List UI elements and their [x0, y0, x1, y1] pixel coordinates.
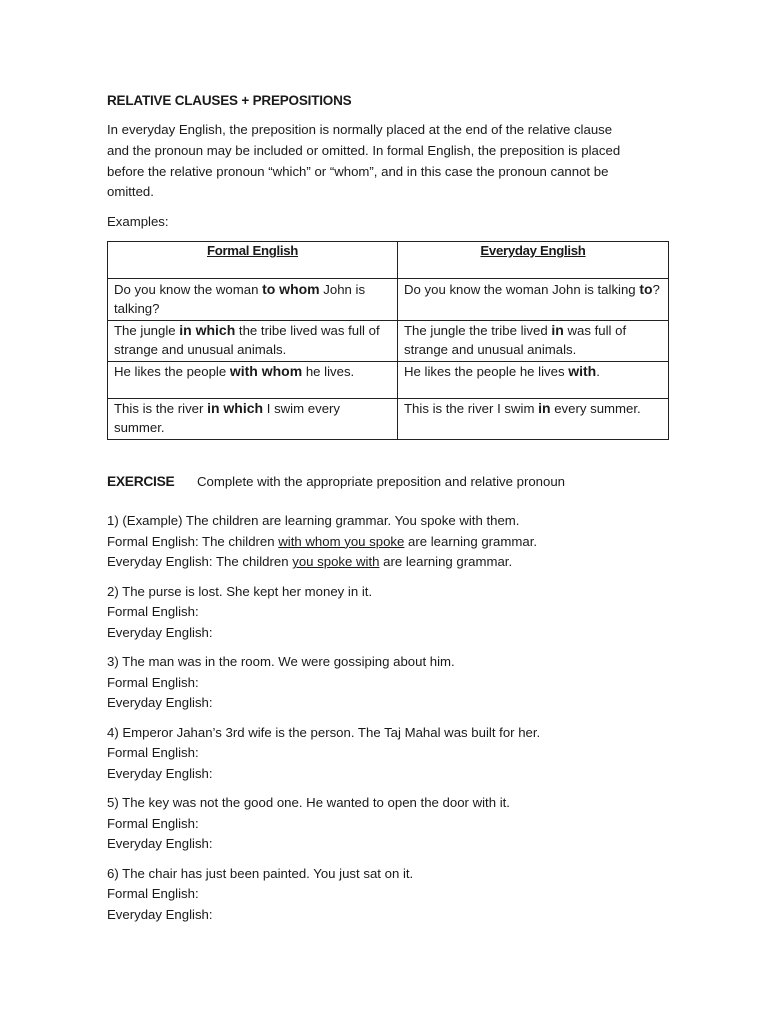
answer-suffix: are learning grammar. — [404, 533, 538, 549]
preposition-highlight: in which — [207, 400, 264, 417]
exercise-item — [107, 864, 667, 926]
table-header-row — [108, 242, 669, 279]
exercise-prompt: 1) (Example) The children are learning grammar. You spoke with them. — [107, 513, 520, 529]
table-row — [108, 321, 669, 362]
header-everyday-label: Everyday English — [480, 243, 586, 259]
cell-text: John is talking? — [114, 282, 366, 316]
table-row — [108, 279, 669, 321]
answer-suffix: are learning grammar. — [379, 554, 513, 570]
exercise-item — [107, 582, 667, 644]
exercise-item — [107, 723, 667, 785]
cell-text: This is the river — [114, 401, 208, 417]
header-formal — [108, 242, 398, 279]
formal-answer-label: Formal English: — [107, 745, 199, 761]
exercise-prompt: 6) The chair has just been painted. You just sat on it. — [107, 865, 414, 881]
formal-cell — [108, 321, 398, 362]
exercise-item — [107, 793, 667, 855]
cell-text: the tribe lived was full of strange and unusual animals. — [114, 323, 380, 357]
cell-text: The jungle the tribe lived — [404, 323, 552, 339]
cell-text: he lives. — [302, 364, 355, 380]
preposition-highlight: to — [639, 281, 653, 298]
formal-cell — [108, 399, 398, 440]
exercise-item — [107, 652, 667, 714]
preposition-highlight: in — [538, 400, 551, 417]
exercise-prompt: 4) Emperor Jahan’s 3rd wife is the person. The Taj Mahal was built for her. — [107, 724, 541, 740]
cell-text: The jungle — [114, 323, 180, 339]
header-everyday — [398, 242, 669, 279]
exercise-prompt: 5) The key was not the good one. He wanted to open the door with it. — [107, 795, 510, 811]
answer-underlined: with whom you spoke — [278, 533, 405, 549]
intro-line: and the pronoun may be included or omitted. In formal English, the preposition is placed — [107, 142, 621, 158]
page-title: RELATIVE CLAUSES + PREPOSITIONS — [107, 93, 352, 108]
examples-table — [107, 241, 669, 440]
cell-text: I swim every summer. — [114, 401, 341, 435]
everyday-answer-label: Everyday English: — [107, 765, 213, 781]
cell-text: Do you know the woman John is talking — [404, 282, 640, 298]
everyday-answer-line — [107, 552, 667, 573]
header-formal-label: Formal English — [206, 243, 299, 259]
answer-prefix: Everyday English: The children — [107, 554, 293, 570]
cell-text: . — [596, 364, 600, 380]
table-row — [108, 362, 669, 399]
intro-line: before the relative pronoun “which” or “whom”, and in this case the pronoun cannot be — [107, 163, 609, 179]
preposition-highlight: with — [568, 363, 597, 380]
cell-text: every summer. — [550, 401, 641, 417]
cell-text: He likes the people he lives — [404, 364, 569, 380]
everyday-cell — [398, 362, 669, 399]
intro-line: omitted. — [107, 184, 154, 200]
preposition-highlight: in which — [179, 322, 236, 339]
cell-text: He likes the people — [114, 364, 230, 380]
everyday-answer-label: Everyday English: — [107, 624, 213, 640]
everyday-answer-label: Everyday English: — [107, 906, 213, 922]
worksheet-page — [107, 92, 667, 934]
exercise-prompt: 2) The purse is lost. She kept her money in it. — [107, 583, 373, 599]
exercise-header — [107, 473, 667, 491]
preposition-highlight: to whom — [262, 281, 320, 298]
exercise-list — [107, 511, 667, 925]
cell-text: ? — [652, 282, 660, 298]
exercise-prompt: 3) The man was in the room. We were gossiping about him. — [107, 654, 455, 670]
formal-answer-label: Formal English: — [107, 815, 199, 831]
formal-answer-line — [107, 532, 667, 553]
formal-cell — [108, 279, 398, 321]
intro-paragraph — [107, 120, 667, 203]
everyday-answer-label: Everyday English: — [107, 836, 213, 852]
formal-answer-label: Formal English: — [107, 604, 199, 620]
everyday-answer-label: Everyday English: — [107, 695, 213, 711]
answer-underlined: you spoke with — [292, 554, 380, 570]
formal-answer-label: Formal English: — [107, 674, 199, 690]
exercise-item-example — [107, 511, 667, 573]
formal-cell — [108, 362, 398, 399]
examples-label: Examples: — [107, 214, 169, 230]
preposition-highlight: in — [551, 322, 564, 339]
everyday-cell — [398, 279, 669, 321]
everyday-cell — [398, 399, 669, 440]
intro-line: In everyday English, the preposition is normally placed at the end of the relative clause — [107, 122, 613, 137]
answer-prefix: Formal English: The children — [107, 533, 279, 549]
preposition-highlight: with whom — [229, 363, 303, 380]
table-row — [108, 399, 669, 440]
exercise-instruction: Complete with the appropriate preposition and relative pronoun — [197, 474, 566, 490]
everyday-cell — [398, 321, 669, 362]
exercise-title: EXERCISE — [107, 474, 175, 490]
cell-text: This is the river I swim — [404, 401, 539, 417]
cell-text: Do you know the woman — [114, 282, 263, 298]
formal-answer-label: Formal English: — [107, 886, 199, 902]
cell-text: was full of strange and unusual animals. — [404, 323, 627, 357]
